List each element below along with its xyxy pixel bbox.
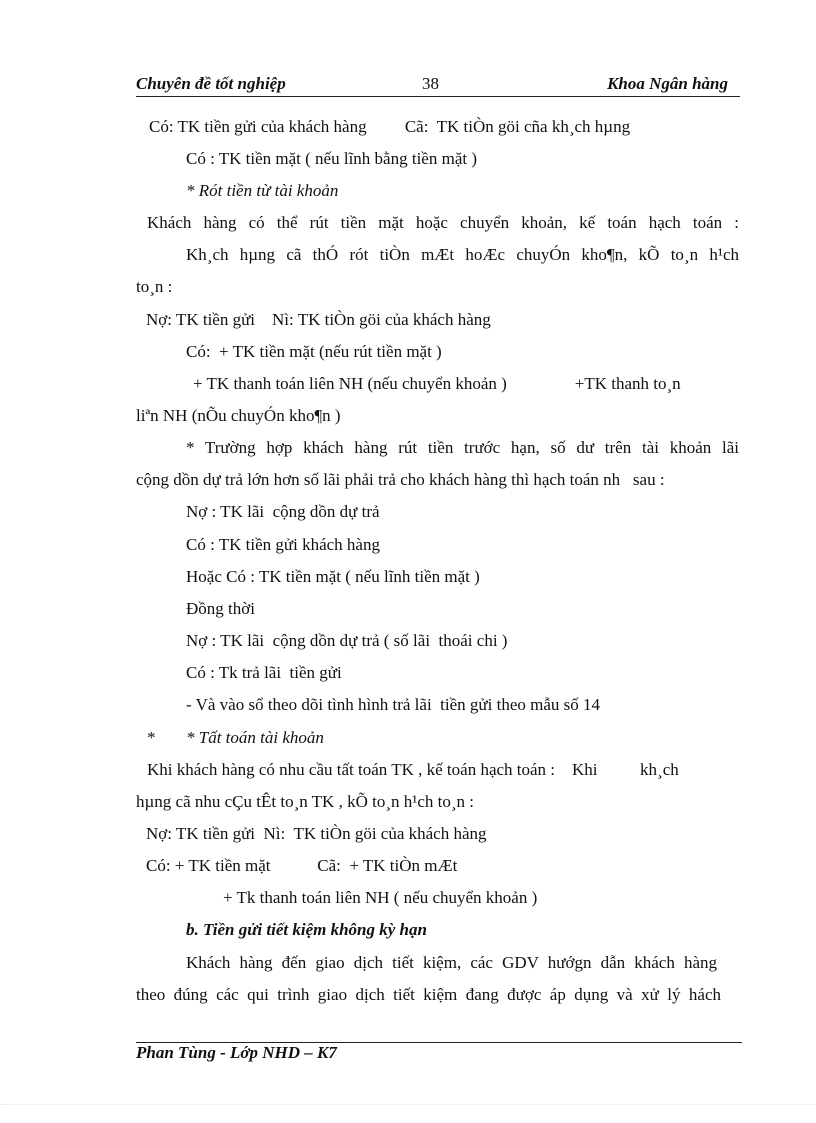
text-line: Đồng thời [186,599,255,618]
text-line: Khi khách hàng có nhu cầu tất toán TK , kế toán hạch toán : Khi kh¸ch [147,760,679,779]
section-heading: * Rót tiền từ tài khoản [186,181,339,200]
text-line: liªn NH (nÕu chuyÓn kho¶n ) [136,406,341,425]
bullet-marker: * [147,728,156,747]
text-line: cộng dồn dự trả lớn hơn số lãi phải trả cho khách hàng thì hạch toán nh sau : [136,470,665,489]
text-line: Hoặc Có : TK tiền mặt ( nếu lĩnh tiền mặt ) [186,567,480,586]
text-line: + TK thanh toán liên NH (nếu chuyển khoản ) +TK thanh to¸n [193,374,681,393]
header-department: Khoa Ngân hàng [607,74,728,93]
text-line: Nợ : TK lãi cộng dồn dự trả [186,502,380,521]
text-line: Kh¸ch hµng cã thÓ rót tiÒn mÆt hoÆc chuyÓn kho¶n, kÕ to¸n h¹ch [186,245,739,264]
footer-author: Phan Tùng - Lớp NHD – K7 [136,1043,337,1062]
text-line: theo đúng các qui trình giao dịch tiết kiệm đang được áp dụng và xử lý hách [136,985,721,1004]
text-line: to¸n : [136,277,173,296]
text-line: hµng cã nhu cÇu tÊt to¸n TK , kÕ to¸n h¹ch to¸n : [136,792,474,811]
text-line: Khách hàng đến giao dịch tiết kiệm, các GDV hướgn dẫn khách hàng [186,953,717,972]
text-line: Nợ: TK tiền gửi Nì: TK tiÒn göi của khách hàng [146,824,487,843]
text-line: Có : TK tiền gửi khách hàng [186,535,380,554]
text-line: Có: + TK tiền mặt Cã: + TK tiÒn mÆt [146,856,458,875]
header-rule [136,96,740,97]
text-line: Nợ : TK lãi cộng dồn dự trả ( số lãi thoái chi ) [186,631,508,650]
subsection-heading: b. Tiền gửi tiết kiệm không kỳ hạn [186,920,427,939]
text-line: Khách hàng có thể rút tiền mặt hoặc chuyển khoản, kế toán hạch toán : [147,213,739,232]
text-line: Có: TK tiền gửi của khách hàng Cã: TK tiÒn göi cña kh¸ch hµng [149,117,631,136]
text-line: - Và vào sổ theo dõi tình hình trả lãi tiền gửi theo mẫu số 14 [186,695,601,714]
section-heading: * Tất toán tài khoản [186,728,324,747]
text-line: Có: + TK tiền mặt (nếu rút tiền mặt ) [186,342,442,361]
page-edge-dots [0,1104,816,1105]
text-line: Nợ: TK tiền gửi Nì: TK tiÒn göi của khách hàng [146,310,491,329]
text-line: Có : Tk trả lãi tiền gửi [186,663,342,682]
text-line: * Trường hợp khách hàng rút tiền trước hạn, số dư trên tài khoản lãi [186,438,739,457]
text-line: Có : TK tiền mặt ( nếu lĩnh bằng tiền mặt ) [186,149,477,168]
page-number: 38 [422,74,439,93]
text-line: + Tk thanh toán liên NH ( nếu chuyển khoản ) [223,888,538,907]
header-title: Chuyên đề tốt nghiệp [136,74,286,93]
